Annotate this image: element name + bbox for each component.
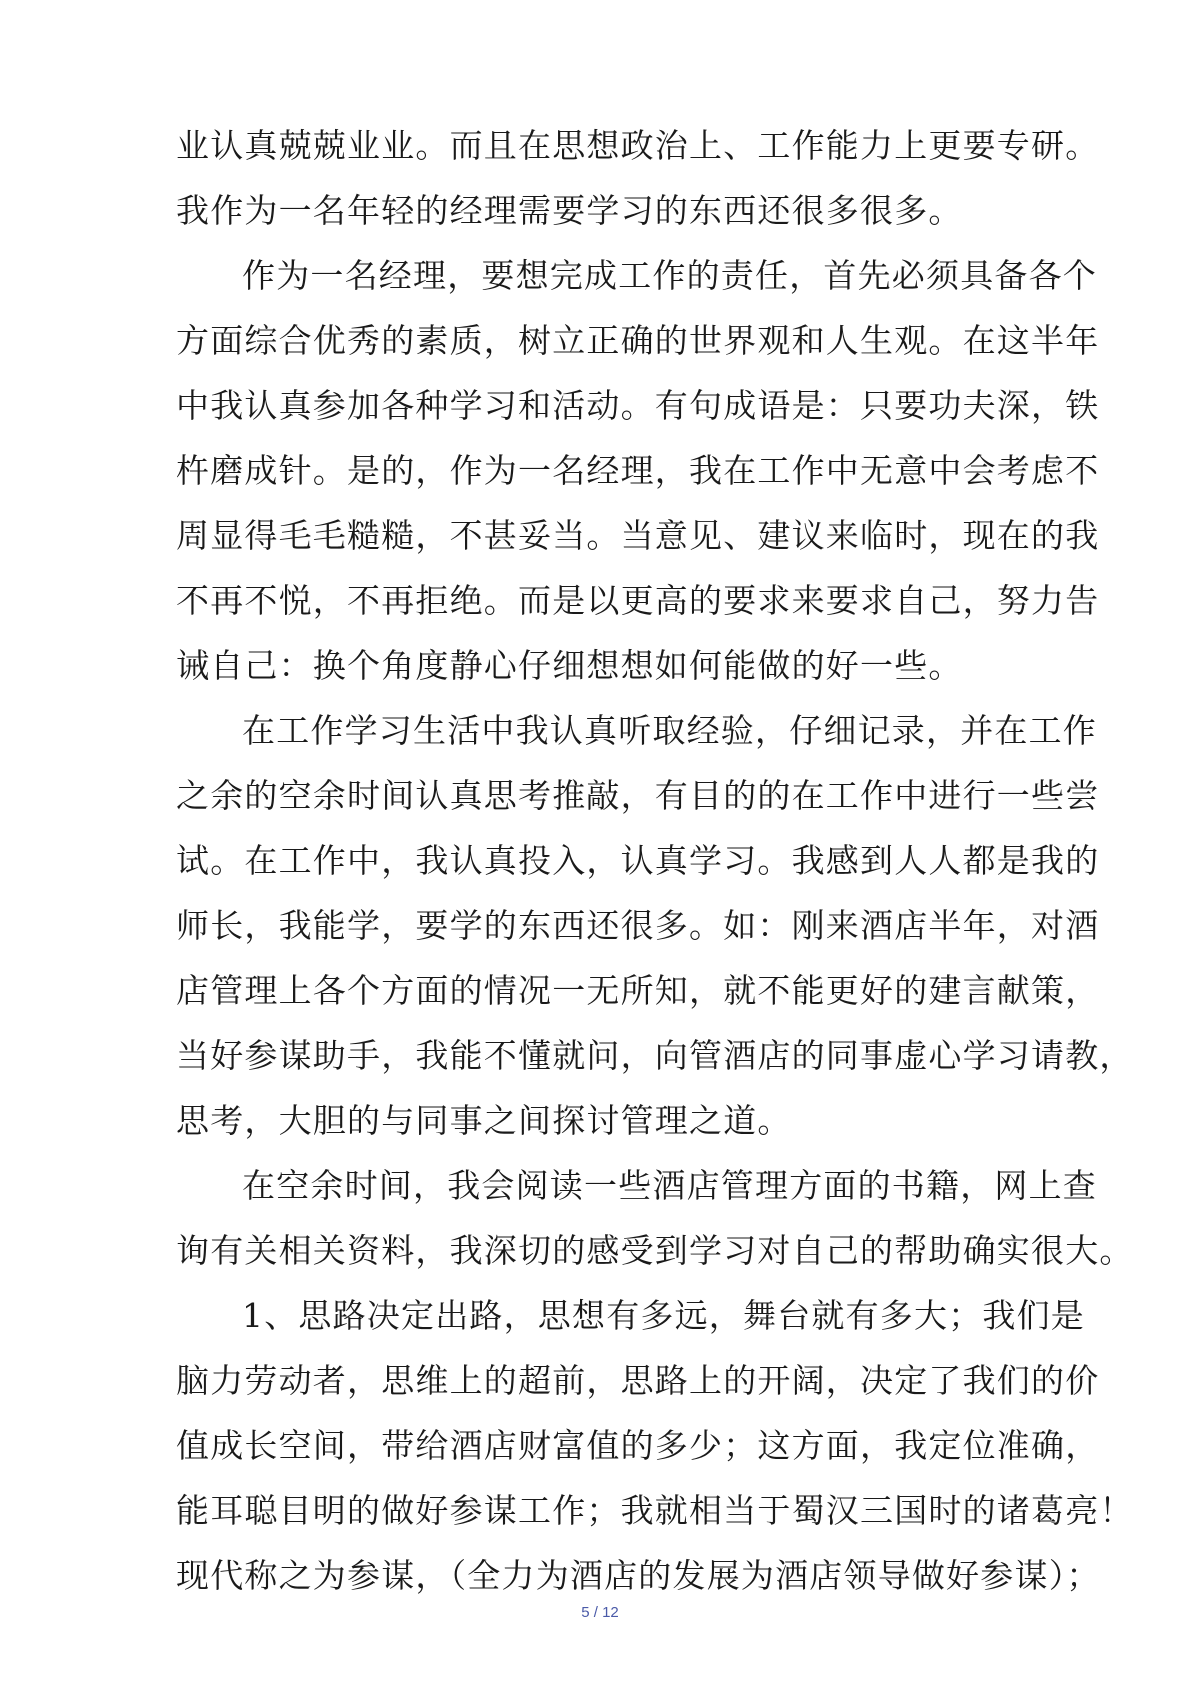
text-line: 之余的空余时间认真思考推敲，有目的的在工作中进行一些尝 <box>176 776 1100 815</box>
text-line: 脑力劳动者，思维上的超前，思路上的开阔，决定了我们的价 <box>176 1361 1100 1400</box>
body-text <box>176 113 1134 1608</box>
text-line: 1、思路决定出路，思想有多远，舞台就有多大；我们是 <box>242 1296 1085 1335</box>
text-line: 值成长空间，带给酒店财富值的多少；这方面，我定位准确， <box>176 1426 1100 1465</box>
text-line: 在空余时间，我会阅读一些酒店管理方面的书籍，网上查 <box>242 1166 1097 1205</box>
page-number: 5 / 12 <box>581 1604 619 1621</box>
text-line: 业认真兢兢业业。而且在思想政治上、工作能力上更要专研。 <box>176 126 1100 165</box>
text-line: 作为一名经理，要想完成工作的责任，首先必须具备各个 <box>242 256 1097 295</box>
text-line: 现代称之为参谋，（全力为酒店的发展为酒店领导做好参谋）； <box>176 1556 1101 1595</box>
text-line: 方面综合优秀的素质，树立正确的世界观和人生观。在这半年 <box>176 321 1100 360</box>
text-line: 杵磨成针。是的，作为一名经理，我在工作中无意中会考虑不 <box>176 451 1100 490</box>
text-line: 中我认真参加各种学习和活动。有句成语是：只要功夫深，铁 <box>176 386 1100 425</box>
text-line: 试。在工作中，我认真投入，认真学习。我感到人人都是我的 <box>176 841 1100 880</box>
text-line: 不再不悦，不再拒绝。而是以更高的要求来要求自己，努力告 <box>176 581 1100 620</box>
text-line: 思考，大胆的与同事之间探讨管理之道。 <box>176 1101 792 1140</box>
text-line: 当好参谋助手，我能不懂就问，向管酒店的同事虚心学习请教， <box>176 1036 1134 1075</box>
text-line: 周显得毛毛糙糙，不甚妥当。当意见、建议来临时，现在的我 <box>176 516 1100 555</box>
text-line: 在工作学习生活中我认真听取经验，仔细记录，并在工作 <box>242 711 1097 750</box>
text-line: 询有关相关资料，我深切的感受到学习对自己的帮助确实很大。 <box>176 1231 1134 1270</box>
text-line: 师长，我能学，要学的东西还很多。如：刚来酒店半年，对酒 <box>176 906 1100 945</box>
text-line: 能耳聪目明的做好参谋工作；我就相当于蜀汉三国时的诸葛亮！ <box>176 1491 1134 1530</box>
text-line: 店管理上各个方面的情况一无所知，就不能更好的建言献策， <box>176 971 1100 1010</box>
text-line: 我作为一名年轻的经理需要学习的东西还很多很多。 <box>176 191 963 230</box>
text-line: 诫自己：换个角度静心仔细想想如何能做的好一些。 <box>176 646 963 685</box>
